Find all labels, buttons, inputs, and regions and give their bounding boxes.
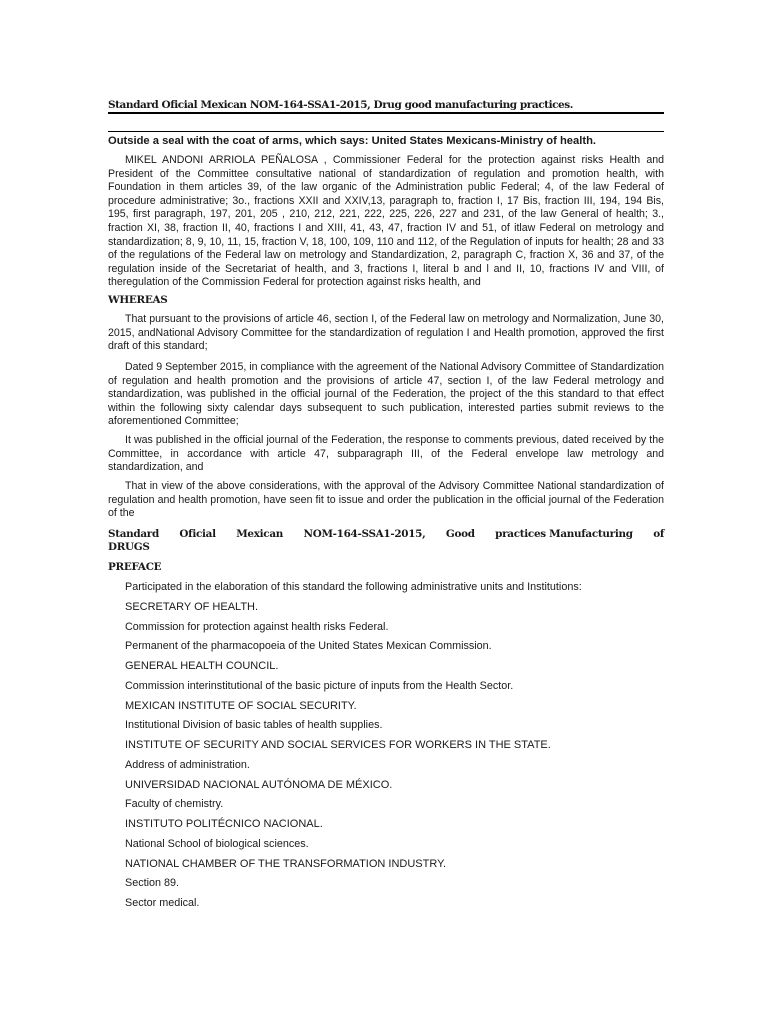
whereas-heading: WHEREAS	[108, 294, 168, 306]
standard-title-word: Mexican	[236, 528, 284, 540]
list-item: Institutional Division of basic tables of health supplies.	[125, 719, 383, 732]
list-item: SECRETARY OF HEALTH.	[125, 600, 259, 613]
intro-paragraph: MIKEL ANDONI ARRIOLA PEÑALOSA , Commissioner Federal for the protection against risks Health and President of the Committee consultative national of standardization of regulation and promotion health, with Foundation in them articles 39, of the law organic of the Administration public Federal; 4, of the law Federal of procedure administrative; 3o., fractions XXII and XXIV,13, paragraph to, fraction I, 17 Bis, fraction III, 194, 194 Bis, 195, first paragraph, 197, 201, 205 , 210, 212, 221, 222, 225, 226, 227 and 231, of the law General of health; 3., fraction XI, 38, fraction II, 40, fractions I and XIII, 41, 43, 47, fraction IV and 51, of itlaw Federal on metrology and standardization; 8, 9, 10, 11, 15, fraction V, 18, 100, 109, 110 and 112, of the Regulation of inputs for health; 28 and 33 of the regulations of the Federal law on metrology and Standardization, 2, paragraph C, fraction X, 36 and 37, of the regulation inside of the Secretariat of health, and 3, fractions I, literal b and l and II, 10, fractions IV and VIII, of theregulation of the Commission Federal for protection against risks health, and	[108, 154, 664, 289]
list-item: GENERAL HEALTH COUNCIL.	[125, 660, 279, 672]
standard-title-word: of	[653, 528, 664, 540]
whereas-paragraph: That pursuant to the provisions of article 46, section I, of the Federal law on metrology and Normalization, June 30, 2015, andNational Advisory Committee for the standardization of regulation I and Health promotion, approved the first draft of this standard;	[108, 313, 664, 353]
standard-title-word: NOM-164-SSA1-2015,	[303, 528, 426, 540]
standard-title-word: practices Manufacturing	[495, 528, 633, 540]
list-item: INSTITUTO POLITÉCNICO NACIONAL.	[125, 818, 323, 830]
preface-list	[125, 578, 582, 914]
list-item: Faculty of chemistry.	[125, 798, 224, 811]
header-rule-thin	[108, 131, 664, 132]
standard-title-word: Good	[445, 528, 475, 540]
whereas-paragraph: That in view of the above considerations, with the approval of the Advisory Committee National standardization of regulation and health promotion, have seen fit to issue and order the publication in the official journal of the Federation of the	[108, 480, 664, 520]
seal-description: Outside a seal with the coat of arms, which says: United States Mexicans-Ministry of health.	[108, 135, 597, 147]
preface-intro: Participated in the elaboration of this standard the following administrative units and Institutions:	[125, 581, 582, 593]
list-item: Commission interinstitutional of the basic picture of inputs from the Health Sector.	[125, 679, 514, 692]
list-item: National School of biological sciences.	[125, 837, 309, 850]
list-item: Address of administration.	[125, 758, 250, 771]
list-item: INSTITUTE OF SECURITY AND SOCIAL SERVICES FOR WORKERS IN THE STATE.	[125, 739, 551, 751]
list-item: Section 89.	[125, 877, 180, 890]
list-item: MEXICAN INSTITUTE OF SOCIAL SECURITY.	[125, 699, 357, 712]
list-item: UNIVERSIDAD NACIONAL AUTÓNOMA DE MÉXICO.	[125, 778, 393, 791]
header-rule-thick	[108, 112, 664, 114]
list-item: NATIONAL CHAMBER OF THE TRANSFORMATION INDUSTRY.	[125, 857, 447, 870]
standard-title-word: DRUGS	[108, 541, 150, 553]
preface-heading: PREFACE	[108, 561, 162, 573]
list-item: Permanent of the pharmacopoeia of the United States Mexican Commission.	[125, 640, 492, 653]
standard-title-word: Standard	[108, 528, 159, 540]
standard-title-word: Oficial	[179, 528, 216, 540]
whereas-paragraph: It was published in the official journal of the Federation, the response to comments previous, dated received by the Committee, in accordance with article 47, subparagraph III, of the Federal envelope law metrology and standardization, and	[108, 434, 664, 474]
list-item: Sector medical.	[125, 897, 200, 909]
whereas-paragraph: Dated 9 September 2015, in compliance with the agreement of the National Advisory Committee of Standardization of regulation and health promotion and the provisions of article 47, section I, of the law Federal metrology and standardization, was published in the official journal of the Federation, the project of the this standard to that effect within the following sixty calendar days subsequent to such publication, interested parties submit reviews to the aforementioned Committee;	[108, 361, 664, 428]
standard-title	[108, 528, 664, 554]
list-item: Commission for protection against health risks Federal.	[125, 620, 389, 633]
document-header-title: Standard Oficial Mexican NOM-164-SSA1-2015, Drug good manufacturing practices.	[108, 99, 573, 111]
